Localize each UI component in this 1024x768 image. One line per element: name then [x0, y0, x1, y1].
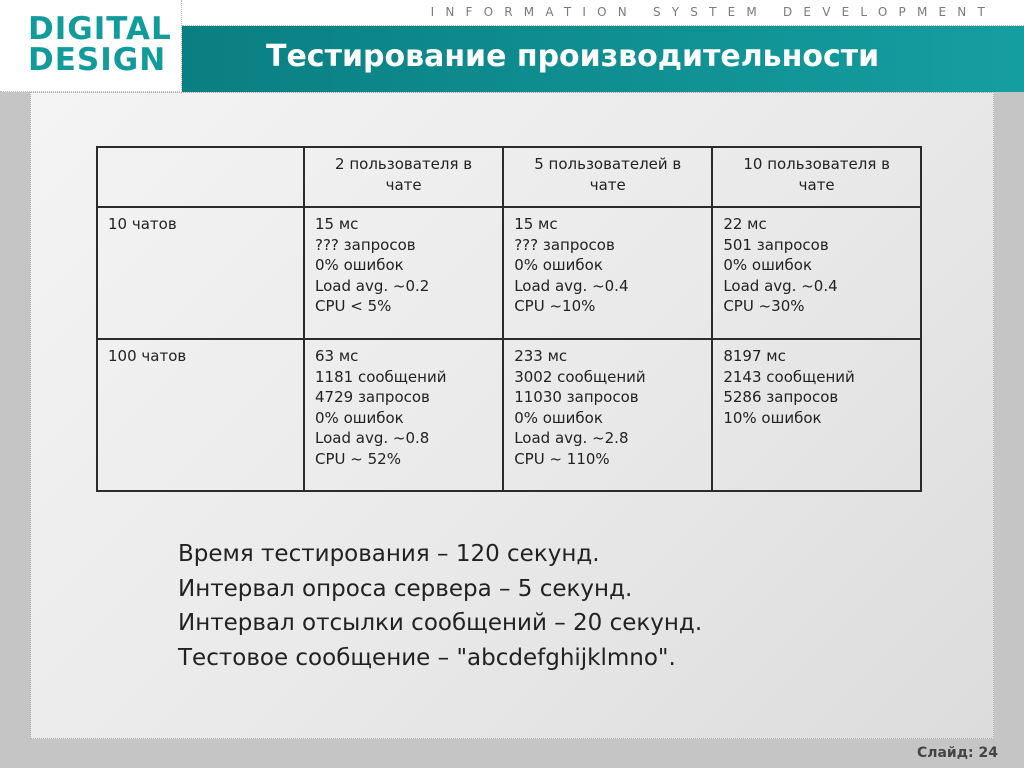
- table-row: [97, 207, 921, 339]
- logo: [0, 0, 182, 92]
- table-header-cell: 2 пользователя в чате: [304, 147, 503, 207]
- table-cell: 63 мс 1181 сообщений 4729 запросов 0% ошибок Load avg. ~0.8 CPU ~ 52%: [304, 339, 503, 491]
- table-header-cell: 5 пользователей в чате: [503, 147, 712, 207]
- table-cell: 22 мс 501 запросов 0% ошибок Load avg. ~0.4 CPU ~30%: [712, 207, 921, 339]
- note-line: Время тестирования – 120 секунд.: [178, 541, 600, 567]
- table-header-cell: [97, 147, 304, 207]
- table-cell: 8197 мс 2143 сообщений 5286 запросов 10% ошибок: [712, 339, 921, 491]
- table-cell: 15 мс ??? запросов 0% ошибок Load avg. ~0.4 CPU ~10%: [503, 207, 712, 339]
- row-label: 100 чатов: [97, 339, 304, 491]
- row-label: 10 чатов: [97, 207, 304, 339]
- tagline: INFORMATION SYSTEM DEVELOPMENT: [430, 5, 996, 19]
- table-cell: 15 мс ??? запросов 0% ошибок Load avg. ~0.2 CPU < 5%: [304, 207, 503, 339]
- table-row: [97, 339, 921, 491]
- note-line: Интервал опроса сервера – 5 секунд.: [178, 575, 633, 602]
- slide-title: Тестирование производительности: [266, 39, 880, 74]
- performance-table: [96, 146, 922, 492]
- slide-number: Слайд: 24: [916, 745, 998, 761]
- logo-line-design: DESIGN: [28, 42, 167, 78]
- table-cell: 233 мс 3002 сообщений 11030 запросов 0% ошибок Load avg. ~2.8 CPU ~ 110%: [503, 339, 712, 491]
- test-parameters: [178, 537, 702, 675]
- title-bar: [182, 26, 1024, 92]
- top-strip: [182, 0, 1024, 26]
- logo-line-digital: DIGITAL: [28, 11, 172, 47]
- table-header-cell: 10 пользователя в чате: [712, 147, 921, 207]
- table-header-row: [97, 147, 921, 207]
- note-line: Тестовое сообщение – "abcdefghijklmno".: [178, 644, 676, 671]
- note-line: Интервал отсылки сообщений – 20 секунд.: [178, 610, 703, 636]
